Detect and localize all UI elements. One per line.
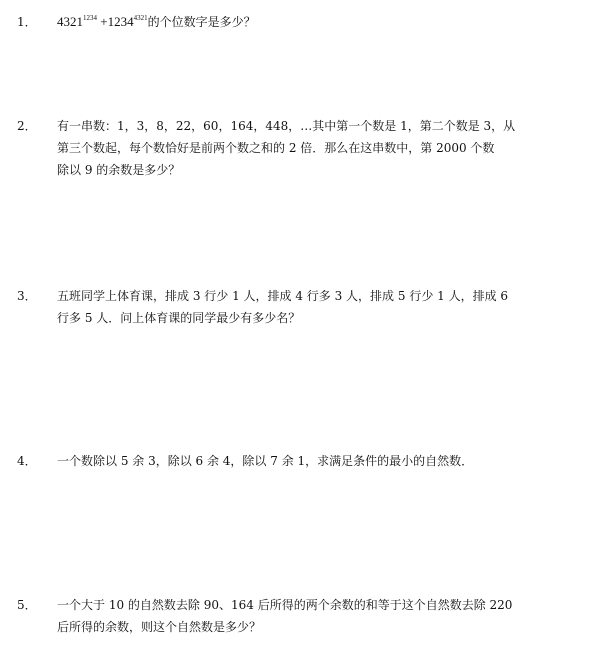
base-1: 4321 (57, 14, 83, 29)
question-number: 2． (17, 119, 37, 133)
question-text (57, 285, 557, 329)
question-number: 5． (17, 598, 37, 612)
math-expression (57, 14, 148, 29)
exponent-1: 1234 (83, 14, 97, 22)
question-line: 一个大于 10 的自然数去除 90、164 后所得的两个余数的和等于这个自然数去除 220 (57, 598, 513, 612)
question-line (57, 11, 557, 33)
question-line: 除以 9 的余数是多少？ (57, 163, 181, 177)
base-2: 1234 (107, 14, 134, 29)
question-line: 行多 5 人．问上体育课的同学最少有多少名？ (57, 311, 301, 325)
question-line: 有一串数：1，3，8，22，60，164，448，…其中第一个数是 1，第二个数是 3，从 (57, 119, 516, 133)
question-line: 一个数除以 5 余 3，除以 6 余 4，除以 7 余 1，求满足条件的最小的自然数． (57, 454, 474, 468)
question-text (57, 450, 557, 472)
question-line: 五班同学上体育课，排成 3 行少 1 人，排成 4 行多 3 人，排成 5 行少 1 人，排成 6 (57, 289, 509, 303)
question-text (57, 115, 557, 181)
question-tail: 的个位数字是多少？ (147, 15, 256, 29)
question-line: 第三个数起，每个数恰好是前两个数之和的 2 倍．那么在这串数中，第 2000 个数 (57, 141, 495, 155)
question-line: 后所得的余数，则这个自然数是多少？ (57, 620, 262, 634)
plus-operator: + (100, 14, 108, 29)
question-number: 3． (17, 289, 37, 303)
question-number: 4． (17, 454, 37, 468)
question-text (57, 594, 557, 638)
exponent-2: 4321 (133, 14, 148, 22)
question-text (57, 11, 557, 33)
question-number: 1． (17, 15, 37, 29)
